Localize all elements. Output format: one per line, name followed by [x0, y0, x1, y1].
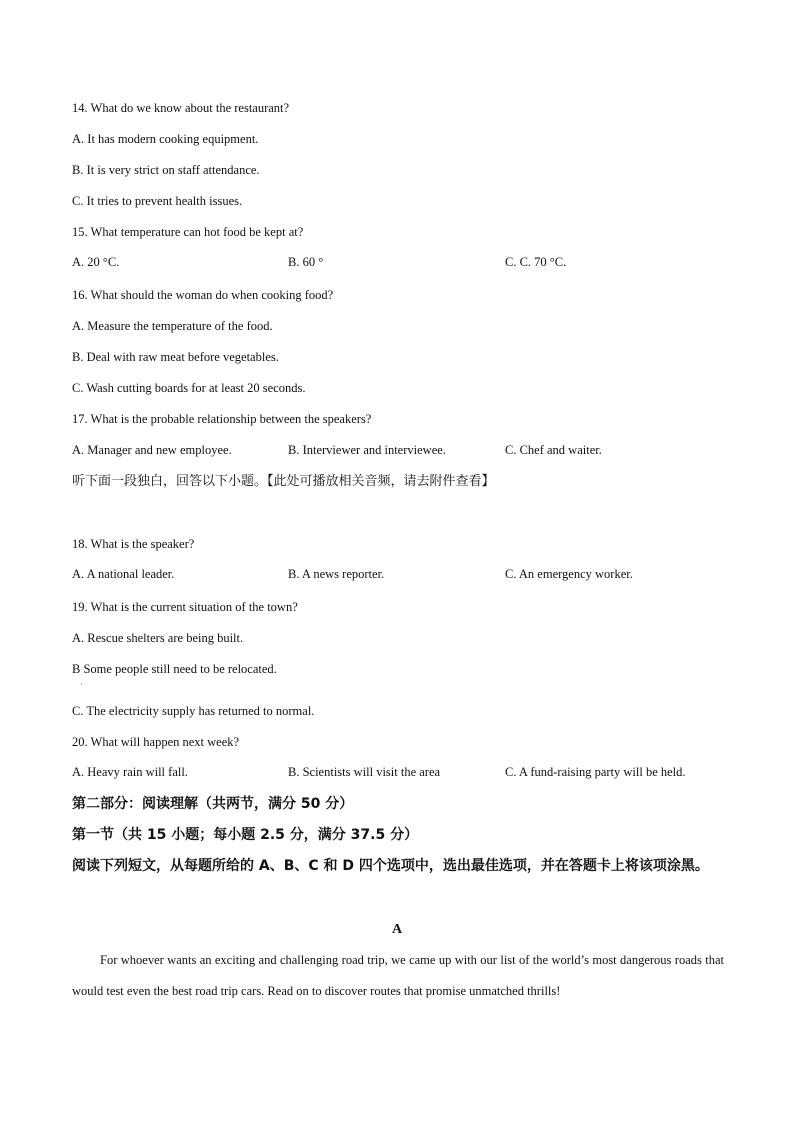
- question-14-stem: 14. What do we know about the restaurant?: [72, 101, 290, 115]
- question-15-option-a: A. 20 °C.: [72, 255, 120, 269]
- question-20-options: [72, 765, 722, 781]
- question-14-option-b: B. It is very strict on staff attendance.: [72, 163, 260, 177]
- question-15-option-b: B. 60 °: [288, 255, 324, 269]
- question-16-option-c: C. Wash cutting boards for at least 20 seconds.: [72, 381, 306, 395]
- question-20-stem: 20. What will happen next week?: [72, 735, 240, 749]
- question-18-options: [72, 567, 722, 583]
- question-18-option-a: A. A national leader.: [72, 567, 175, 581]
- passage-label: A: [391, 922, 403, 937]
- question-17-option-b: B. Interviewer and interviewee.: [288, 443, 446, 457]
- passage-paragraph: For whoever wants an exciting and challenging road trip, we came up with our list of the world’s most dangerous roads that would test even the best road trip cars. Read on to discover routes that promise unmatched thrills!: [72, 953, 724, 998]
- question-19-option-c: C. The electricity supply has returned to normal.: [72, 704, 315, 718]
- question-14-option-a: A. It has modern cooking equipment.: [72, 132, 259, 146]
- question-19-option-a: A. Rescue shelters are being built.: [72, 631, 244, 645]
- question-16-option-a: A. Measure the temperature of the food.: [72, 319, 273, 333]
- reading-instruction: 阅读下列短文，从每题所给的 A、B、C 和 D 四个选项中，选出最佳选项，并在答题卡上将该项涂黑。: [72, 858, 709, 874]
- question-20-option-a: A. Heavy rain will fall.: [72, 765, 188, 779]
- stray-period-mark: ·: [80, 680, 83, 689]
- question-19-option-b: B Some people still need to be relocated.: [72, 662, 277, 676]
- question-15-options: [72, 255, 722, 271]
- question-20-option-b: B. Scientists will visit the area: [288, 765, 441, 779]
- question-16-option-b: B. Deal with raw meat before vegetables.: [72, 350, 279, 364]
- monologue-instruction: 听下面一段独白，回答以下小题。【此处可播放相关音频，请去附件查看】: [72, 474, 495, 489]
- question-17-option-c: C. Chef and waiter.: [505, 443, 602, 457]
- question-17-option-a: A. Manager and new employee.: [72, 443, 232, 457]
- question-18-option-b: B. A news reporter.: [288, 567, 385, 581]
- section-1-title: 第一节（共 15 小题；每小题 2.5 分，满分 37.5 分）: [72, 827, 419, 843]
- question-17-options: [72, 443, 722, 459]
- question-20-option-c: C. A fund-raising party will be held.: [505, 765, 686, 779]
- question-15-stem: 15. What temperature can hot food be kept at?: [72, 225, 304, 239]
- part-2-title: 第二部分：阅读理解（共两节，满分 50 分）: [72, 796, 354, 812]
- question-15-option-c: C. C. 70 °C.: [505, 255, 567, 269]
- question-18-option-c: C. An emergency worker.: [505, 567, 633, 581]
- question-19-stem: 19. What is the current situation of the town?: [72, 600, 298, 614]
- question-18-stem: 18. What is the speaker?: [72, 537, 195, 551]
- question-16-stem: 16. What should the woman do when cooking food?: [72, 288, 334, 302]
- question-17-stem: 17. What is the probable relationship between the speakers?: [72, 412, 372, 426]
- question-14-option-c: C. It tries to prevent health issues.: [72, 194, 243, 208]
